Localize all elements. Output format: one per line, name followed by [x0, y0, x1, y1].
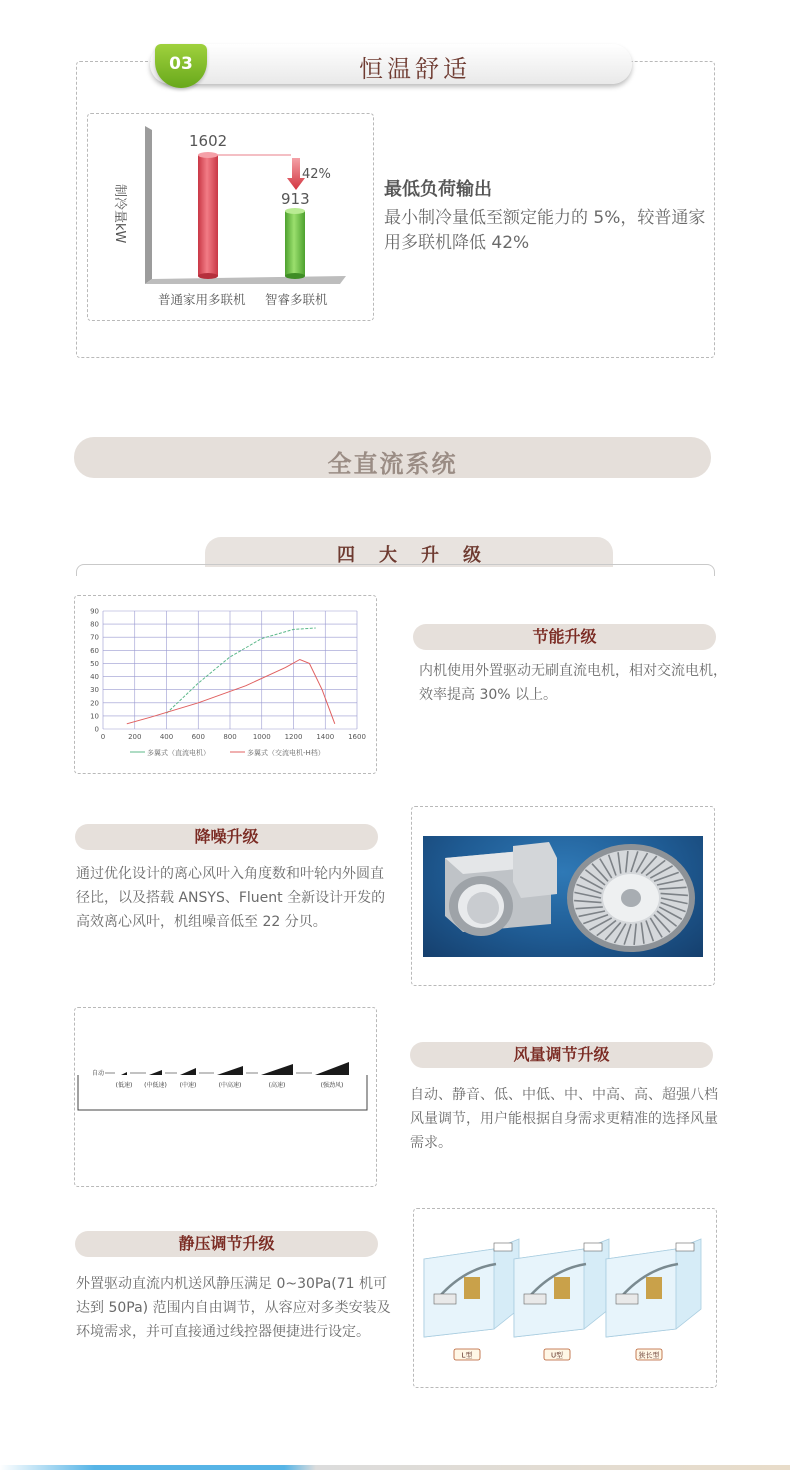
wind-step-label: (强劲风): [320, 1082, 344, 1089]
chart-ticks: [90, 608, 366, 742]
duct-room-2: [514, 1239, 609, 1360]
wind-level-wedge: [315, 1062, 349, 1075]
y-tick-label: 90: [90, 607, 99, 616]
min-load-description: 最小制冷量低至额定能力的 5%，较普通家用多联机降低 42%: [384, 208, 706, 253]
y-tick-label: 30: [90, 686, 99, 695]
duct-installation-diagrams: [414, 1209, 716, 1387]
wind-level-wedge: [261, 1064, 293, 1075]
legend-label-ac: 多翼式（交流电机-H档）: [247, 749, 325, 757]
y-tick-label: 40: [90, 673, 99, 682]
x-axis-floor: [145, 276, 346, 284]
x-tick-label: 1600: [348, 733, 366, 741]
centrifugal-fan-image: [423, 836, 703, 957]
duct-room-3: [606, 1239, 701, 1360]
bottom-divider: [0, 1465, 790, 1470]
airflow-steps-diagram: [75, 1060, 376, 1120]
category-label-2: 智睿多联机: [265, 292, 328, 307]
section-number-badge: 03: [155, 44, 207, 88]
wind-level-wedge: [149, 1070, 162, 1075]
x-tick-label: 600: [191, 733, 205, 741]
duct-unit: [554, 1277, 570, 1299]
efficiency-line-chart: [75, 596, 376, 773]
y-tick-label: 50: [90, 659, 99, 668]
duct-unit: [464, 1277, 480, 1299]
upgrades-title: 四大升级: [337, 545, 505, 566]
x-tick-label: 0: [100, 733, 106, 741]
min-load-heading: 最低负荷输出: [384, 179, 492, 200]
capacity-bar-chart: [88, 114, 373, 320]
static-pressure-upgrade-description: 外置驱动直流内机送风静压满足 0~30Pa(71 机可达到 50Pa) 范围内自由调节，从容应对多类安装及环境需求，并可直接通过线控器便捷进行设定。: [76, 1276, 391, 1340]
wind-step-label: 自动: [92, 1070, 105, 1077]
y-tick-label: 0: [94, 725, 99, 734]
y-tick-label: 80: [90, 620, 99, 629]
x-tick-label: 200: [128, 733, 142, 741]
y-tick-label: 60: [90, 646, 99, 655]
section3-title: 恒温舒适: [359, 55, 471, 83]
wind-step-label: (中速): [179, 1082, 197, 1089]
airflow-upgrade-title: 风量调节升级: [410, 1042, 713, 1068]
x-tick-label: 1000: [252, 733, 271, 741]
wind-step-label: (低速): [115, 1082, 133, 1089]
x-tick-label: 800: [223, 733, 237, 741]
legend-label-dc: 多翼式（直流电机）: [147, 749, 210, 757]
duct-type-label: L型: [461, 1351, 473, 1360]
wind-step-label: (中高速): [218, 1082, 242, 1089]
fan-housing: [445, 842, 557, 936]
bar-普通家用多联机: [198, 152, 218, 279]
fan-wheel: [567, 844, 695, 952]
y-tick-label: 70: [90, 633, 99, 642]
y-axis-label: 制冷量kW: [112, 184, 127, 244]
bar1-value-label: 1602: [189, 132, 228, 150]
energy-upgrade-title: 节能升级: [413, 624, 716, 650]
airflow-upgrade-description: 自动、静音、低、中低、中、中高、高、超强八档风量调节，用户能根据自身需求更精准的选择风量需求。: [410, 1087, 718, 1151]
wind-level-wedge: [217, 1066, 243, 1075]
y-tick-label: 10: [90, 712, 99, 721]
energy-upgrade-description: 内机使用外置驱动无刷直流电机，相对交流电机，效率提高 30% 以上。: [419, 663, 727, 703]
duct-type-label: U型: [550, 1351, 564, 1360]
chart-series: [127, 628, 335, 724]
reduction-label: 42%: [302, 167, 331, 182]
wind-step-label: (高速): [268, 1082, 286, 1089]
y-tick-label: 20: [90, 699, 99, 708]
category-label-1: 普通家用多联机: [158, 292, 246, 307]
noise-upgrade-description: 通过优化设计的离心风叶入角度数和叶轮内外圆直径比，以及搭载 ANSYS、Fluent 全新设计开发的高效离心风叶，机组噪音低至 22 分贝。: [76, 866, 386, 930]
chart-legend: [130, 748, 325, 757]
wind-level-wedge: [121, 1072, 127, 1075]
series-line-2: [127, 660, 335, 724]
x-tick-label: 1200: [284, 733, 303, 741]
y-axis-wall: [145, 126, 152, 284]
chart-grid: [103, 611, 357, 729]
dc-system-title: 全直流系统: [327, 450, 458, 478]
x-tick-label: 1400: [316, 733, 335, 741]
bar2-value-label: 913: [281, 190, 310, 208]
duct-unit: [646, 1277, 662, 1299]
x-tick-label: 400: [159, 733, 174, 741]
wind-level-wedge: [180, 1068, 196, 1075]
bar-智睿多联机: [285, 208, 305, 279]
duct-room-1: [424, 1239, 519, 1360]
wind-step-label: (中低速): [144, 1082, 167, 1089]
static-pressure-upgrade-title: 静压调节升级: [75, 1231, 378, 1257]
noise-upgrade-title: 降噪升级: [75, 824, 378, 850]
duct-type-label: 狭长型: [638, 1351, 660, 1360]
